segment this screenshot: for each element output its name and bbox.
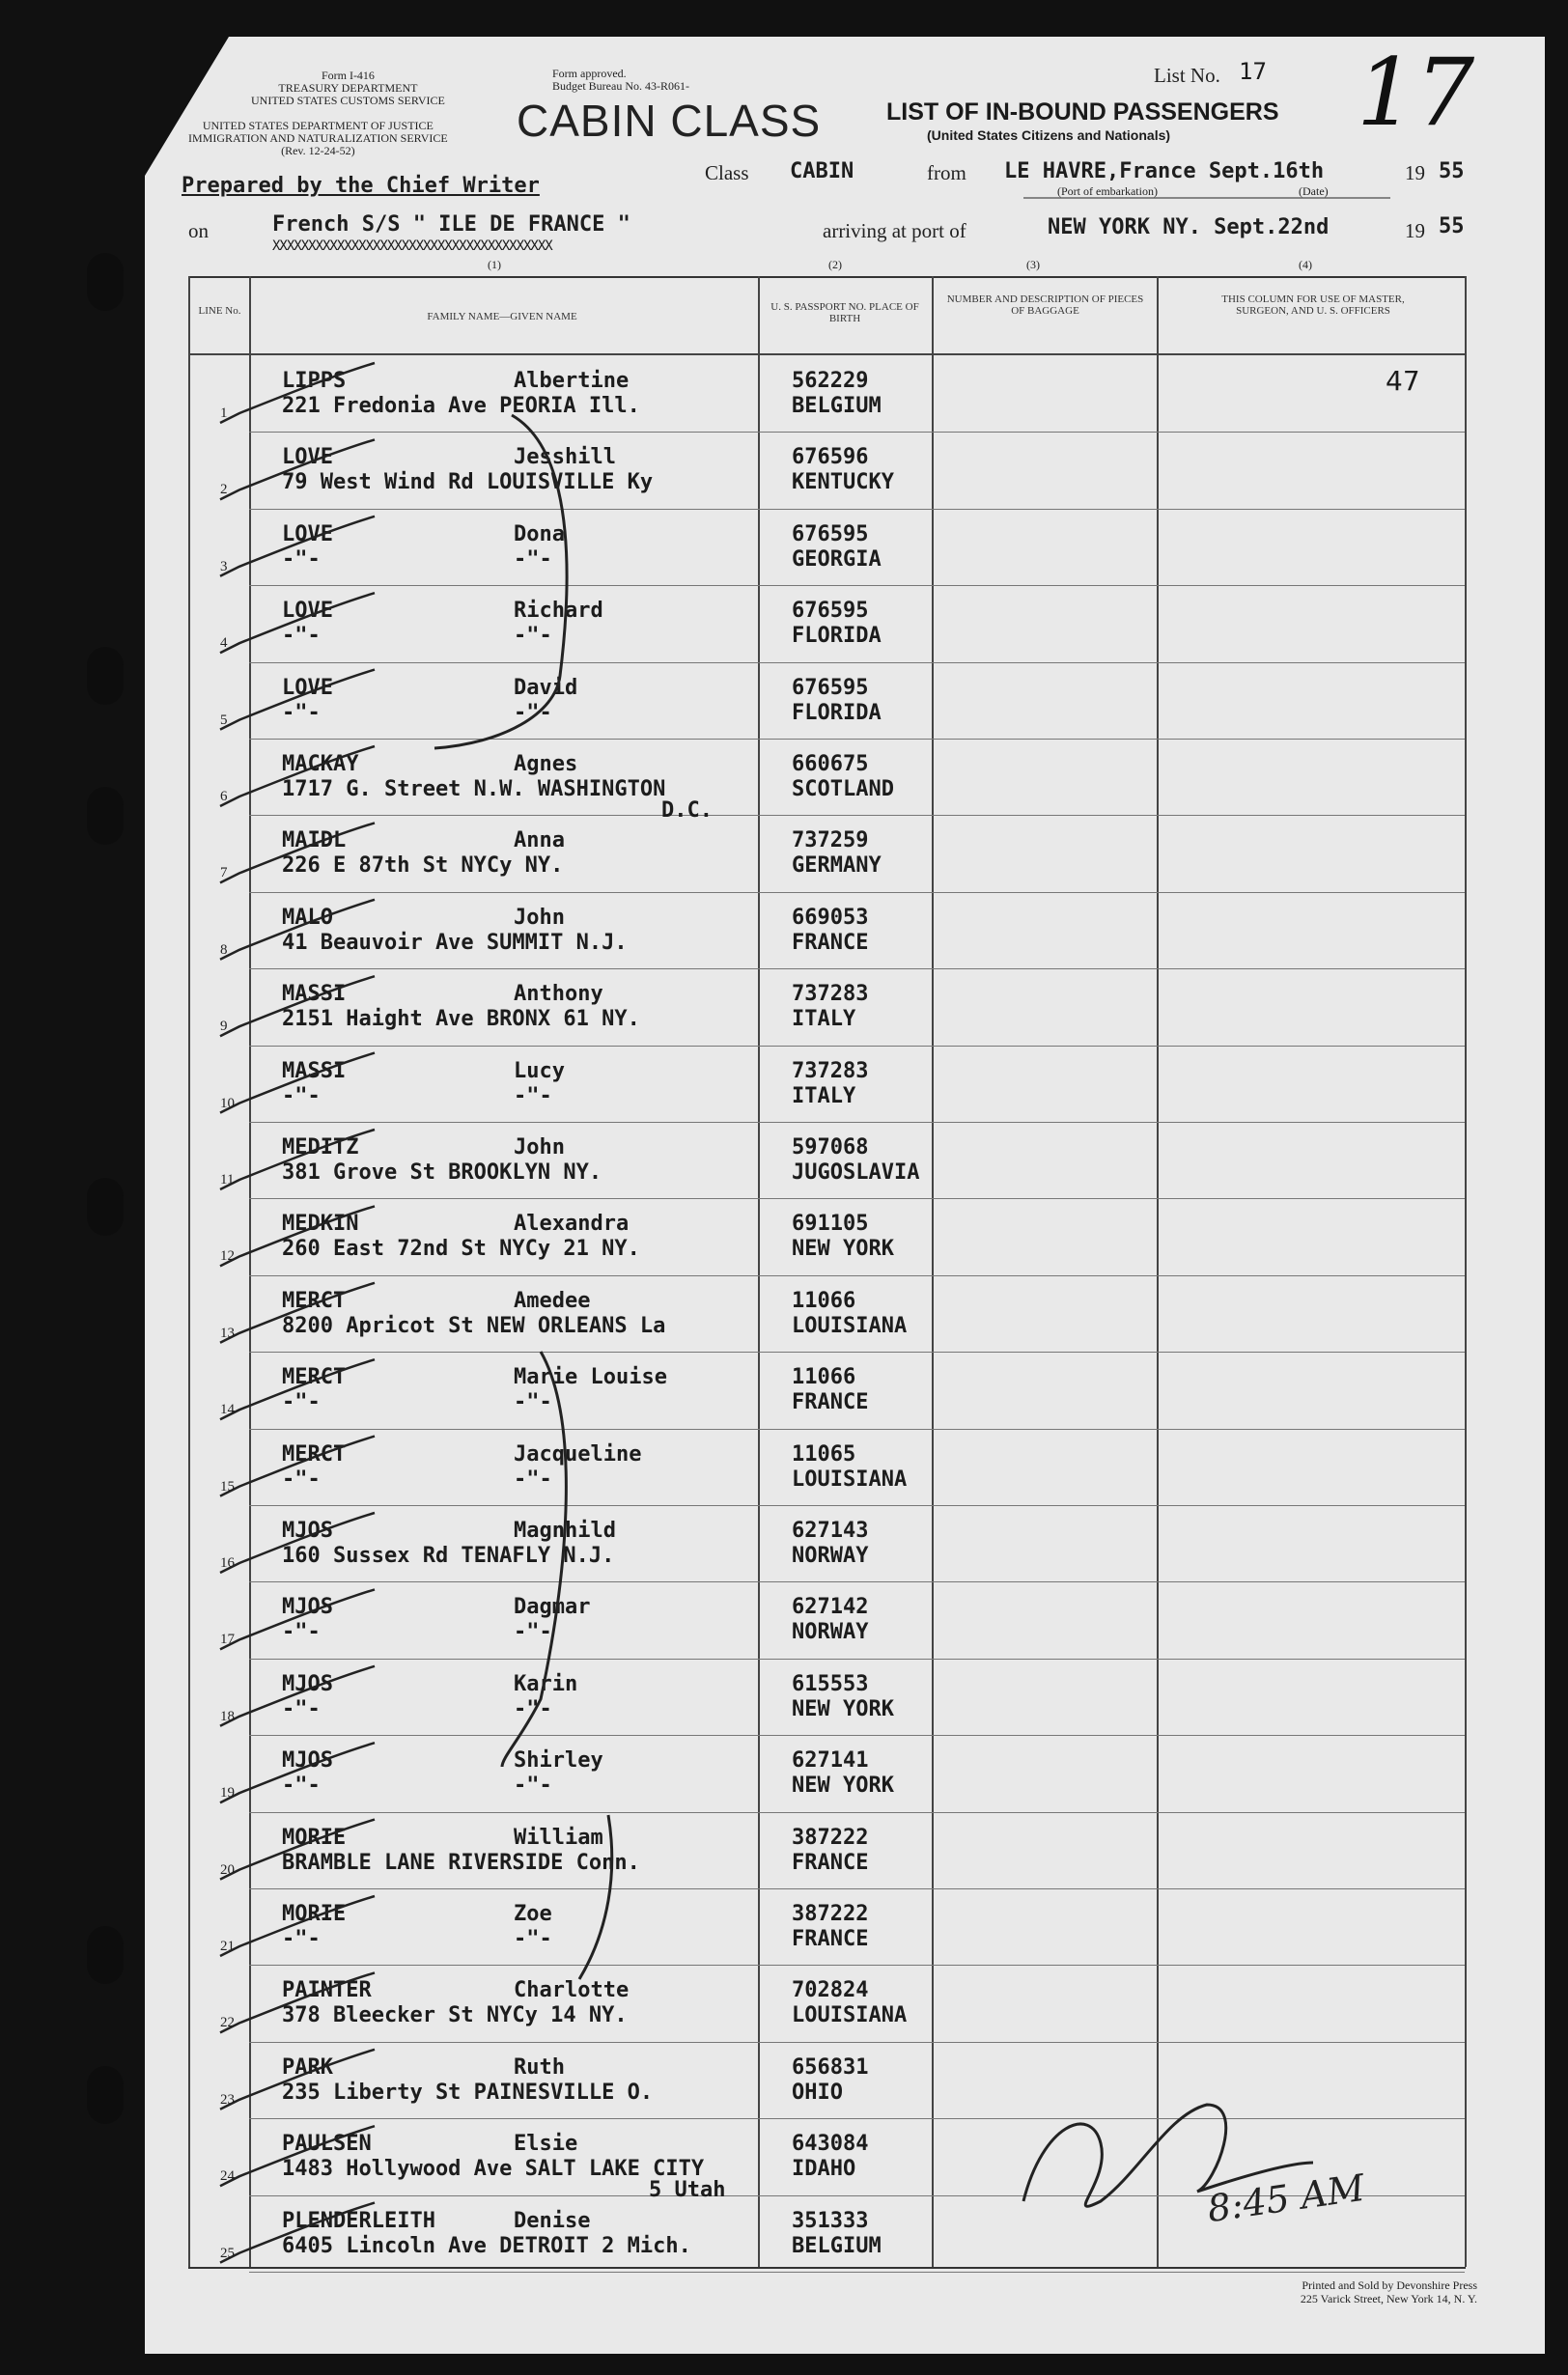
- col-num-1: (1): [488, 258, 501, 271]
- check-mark: [220, 1513, 375, 1573]
- address: -"-: [282, 624, 321, 648]
- check-mark: [220, 670, 375, 730]
- check-mark: [220, 1053, 375, 1113]
- arriving-label: arriving at port of: [823, 219, 966, 242]
- place-of-birth: FRANCE: [792, 931, 869, 955]
- given-name: Amedee: [514, 1289, 591, 1313]
- family-name: MORIE: [282, 1826, 347, 1850]
- passport-number: 669053: [792, 906, 869, 930]
- family-name: LOVE: [282, 445, 333, 469]
- address: 8200 Apricot St NEW ORLEANS La: [282, 1314, 666, 1338]
- given-name: Dagmar: [514, 1595, 591, 1619]
- passport-number: 737283: [792, 982, 869, 1006]
- given-ditto: -"-: [514, 624, 552, 648]
- family-name: LOVE: [282, 599, 333, 623]
- address: 260 East 72nd St NYCy 21 NY.: [282, 1237, 640, 1261]
- line-number: 5: [220, 712, 228, 728]
- check-mark: [220, 439, 375, 499]
- col-num-2: (2): [828, 258, 842, 271]
- given-name: Karin: [514, 1672, 578, 1696]
- passport-number: 656831: [792, 2055, 869, 2080]
- passport-number: 615553: [792, 1672, 869, 1696]
- address: -"-: [282, 1467, 321, 1492]
- check-mark: [220, 517, 375, 576]
- place-of-birth: NEW YORK: [792, 1697, 894, 1721]
- family-name: MALO: [282, 906, 333, 930]
- line-number: 24: [220, 2168, 235, 2184]
- given-name: Lucy: [514, 1059, 565, 1083]
- embark-note: (Port of embarkation): [1057, 184, 1158, 198]
- col-header-baggage: NUMBER AND DESCRIPTION OF PIECES OF BAGGAGE: [946, 293, 1144, 317]
- given-name: Denise: [514, 2209, 591, 2233]
- passport-number: 676596: [792, 445, 869, 469]
- check-mark: [220, 1206, 375, 1266]
- family-name: MAIDL: [282, 828, 347, 852]
- list-no-label: List No.: [1154, 64, 1220, 87]
- family-name: MASSI: [282, 1059, 347, 1083]
- given-ditto: -"-: [514, 1927, 552, 1951]
- given-name: Jesshill: [514, 445, 616, 469]
- passport-number: 676595: [792, 522, 869, 546]
- col-num-3: (3): [1026, 258, 1040, 271]
- given-ditto: -"-: [514, 1084, 552, 1108]
- passport-number: 627143: [792, 1519, 869, 1543]
- line-number: 11: [220, 1172, 235, 1188]
- check-mark: [220, 593, 375, 653]
- class-value: CABIN: [790, 159, 854, 183]
- family-name: LOVE: [282, 676, 333, 700]
- place-of-birth: FRANCE: [792, 1927, 869, 1951]
- given-name: Charlotte: [514, 1978, 630, 2002]
- address: -"-: [282, 1697, 321, 1721]
- given-name: Anthony: [514, 982, 603, 1006]
- passport-number: 11065: [792, 1442, 856, 1467]
- place-of-birth: NORWAY: [792, 1544, 869, 1568]
- line-number: 15: [220, 1479, 235, 1495]
- check-mark: [220, 1820, 375, 1880]
- class-label: Class: [705, 161, 749, 184]
- address: -"-: [282, 547, 321, 572]
- address: 226 E 87th St NYCy NY.: [282, 853, 564, 878]
- family-name: MJOS: [282, 1748, 333, 1773]
- family-name: PAULSEN: [282, 2132, 372, 2156]
- department-info: UNITED STATES DEPARTMENT OF JUSTICE IMMIGRATION AND NATURALIZATION SERVICE (Rev. 12-24-52): [188, 119, 448, 157]
- passport-number: 691105: [792, 1212, 869, 1236]
- place-of-birth: ITALY: [792, 1007, 856, 1031]
- line-number: 18: [220, 1709, 235, 1724]
- check-mark: [220, 2126, 375, 2186]
- address: -"-: [282, 1774, 321, 1798]
- col-header-officers: THIS COLUMN FOR USE OF MASTER, SURGEON, AND U. S. OFFICERS: [1221, 293, 1405, 317]
- given-ditto: -"-: [514, 1620, 552, 1644]
- place-of-birth: FRANCE: [792, 1851, 869, 1875]
- place-of-birth: IDAHO: [792, 2157, 856, 2181]
- from-value: LE HAVRE,France Sept.16th: [1004, 159, 1325, 183]
- place-of-birth: LOUISIANA: [792, 1467, 908, 1492]
- date-note: (Date): [1299, 184, 1329, 198]
- given-name: Anna: [514, 828, 565, 852]
- place-of-birth: OHIO: [792, 2081, 843, 2105]
- given-ditto: -"-: [514, 701, 552, 725]
- family-name: MERCT: [282, 1365, 347, 1389]
- line-number: 21: [220, 1939, 235, 1954]
- check-mark: [220, 746, 375, 806]
- list-no-handwritten: 17: [1357, 39, 1475, 147]
- address: -"-: [282, 1390, 321, 1414]
- col-header-passport: U. S. PASSPORT NO. PLACE OF BIRTH: [770, 301, 919, 324]
- address: 381 Grove St BROOKLYN NY.: [282, 1160, 602, 1185]
- passport-number: 11066: [792, 1289, 856, 1313]
- place-of-birth: BELGIUM: [792, 2234, 882, 2258]
- address: 2151 Haight Ave BRONX 61 NY.: [282, 1007, 640, 1031]
- family-name: MASSI: [282, 982, 347, 1006]
- passport-number: 627142: [792, 1595, 869, 1619]
- check-mark: [220, 976, 375, 1036]
- passport-number: 737283: [792, 1059, 869, 1083]
- check-mark: [220, 900, 375, 960]
- line-number: 3: [220, 559, 228, 574]
- line-number: 12: [220, 1248, 235, 1264]
- line-number: 13: [220, 1326, 235, 1341]
- family-name: PARK: [282, 2055, 333, 2080]
- address: -"-: [282, 1927, 321, 1951]
- given-name: Marie Louise: [514, 1365, 667, 1389]
- place-of-birth: LOUISIANA: [792, 1314, 908, 1338]
- given-ditto: -"-: [514, 547, 552, 572]
- arrival-year-value: 55: [1439, 214, 1465, 238]
- address: -"-: [282, 1084, 321, 1108]
- passport-number: 676595: [792, 676, 869, 700]
- line-number: 19: [220, 1785, 235, 1801]
- check-mark: [220, 1666, 375, 1726]
- passport-number: 387222: [792, 1902, 869, 1926]
- line-number: 9: [220, 1019, 228, 1034]
- line-number: 25: [220, 2246, 235, 2261]
- address: -"-: [282, 1620, 321, 1644]
- place-of-birth: FLORIDA: [792, 701, 882, 725]
- place-of-birth: GEORGIA: [792, 547, 882, 572]
- passport-number: 660675: [792, 752, 869, 776]
- place-of-birth: NEW YORK: [792, 1237, 894, 1261]
- address: 160 Sussex Rd TENAFLY N.J.: [282, 1544, 615, 1568]
- place-of-birth: JUGOSLAVIA: [792, 1160, 920, 1185]
- place-of-birth: LOUISIANA: [792, 2003, 908, 2027]
- family-name: MERCT: [282, 1442, 347, 1467]
- arrival-value: NEW YORK NY. Sept.22nd: [1048, 215, 1330, 239]
- family-name: PLENDERLEITH: [282, 2209, 435, 2233]
- address-extra: 5 Utah: [649, 2178, 726, 2202]
- family-name: MORIE: [282, 1902, 347, 1926]
- address: 1483 Hollywood Ave SALT LAKE CITY: [282, 2157, 705, 2181]
- line-number: 20: [220, 1862, 235, 1878]
- address: 221 Fredonia Ave PEORIA Ill.: [282, 394, 640, 418]
- passport-number: 11066: [792, 1365, 856, 1389]
- address: BRAMBLE LANE RIVERSIDE Conn.: [282, 1851, 640, 1875]
- family-name: MJOS: [282, 1595, 333, 1619]
- signature-time: 8:45 AM: [1204, 2165, 1368, 2231]
- given-name: Alexandra: [514, 1212, 630, 1236]
- line-number: 7: [220, 865, 228, 880]
- given-ditto: -"-: [514, 1697, 552, 1721]
- check-mark: [220, 1130, 375, 1189]
- family-name: MERCT: [282, 1289, 347, 1313]
- line-number: 17: [220, 1632, 235, 1647]
- given-name: Agnes: [514, 752, 578, 776]
- on-label: on: [188, 219, 209, 242]
- passport-number: 676595: [792, 599, 869, 623]
- family-name: MACKAY: [282, 752, 359, 776]
- bracket-mark: [434, 415, 567, 748]
- check-mark: [220, 1283, 375, 1343]
- line-number: 1: [220, 405, 228, 421]
- place-of-birth: BELGIUM: [792, 394, 882, 418]
- check-mark: [220, 1972, 375, 2032]
- col-num-4: (4): [1299, 258, 1312, 271]
- passport-number: 702824: [792, 1978, 869, 2002]
- check-mark: [220, 1743, 375, 1802]
- officer-note: 47: [1386, 365, 1420, 397]
- family-name: MJOS: [282, 1519, 333, 1543]
- budget-info: Form approved. Budget Bureau No. 43-R061-: [552, 67, 689, 93]
- address: 1717 G. Street N.W. WASHINGTON: [282, 777, 666, 801]
- prepared-by: Prepared by the Chief Writer: [182, 174, 540, 198]
- address: 378 Bleecker St NYCy 14 NY.: [282, 2003, 628, 2027]
- check-mark: [220, 1589, 375, 1649]
- check-mark: [220, 823, 375, 882]
- place-of-birth: SCOTLAND: [792, 777, 894, 801]
- place-of-birth: FRANCE: [792, 1390, 869, 1414]
- check-mark: [220, 363, 375, 423]
- given-ditto: -"-: [514, 1390, 552, 1414]
- check-mark: [220, 2050, 375, 2110]
- family-name: PAINTER: [282, 1978, 372, 2002]
- given-name: John: [514, 906, 565, 930]
- family-name: MEDITZ: [282, 1135, 359, 1160]
- list-no-value: 17: [1239, 58, 1267, 85]
- given-name: John: [514, 1135, 565, 1160]
- printer-credit: Printed and Sold by Devonshire Press 225 Varick Street, New York 14, N. Y.: [1300, 2278, 1477, 2305]
- passport-number: 387222: [792, 1826, 869, 1850]
- list-subtitle: (United States Citizens and Nationals): [927, 127, 1171, 143]
- given-name: Magnhild: [514, 1519, 616, 1543]
- place-of-birth: FLORIDA: [792, 624, 882, 648]
- from-label: from: [927, 161, 966, 184]
- line-number: 2: [220, 482, 228, 497]
- line-number: 16: [220, 1555, 235, 1571]
- line-number: 23: [220, 2092, 235, 2108]
- place-of-birth: NEW YORK: [792, 1774, 894, 1798]
- family-name: LOVE: [282, 522, 333, 546]
- address-extra: D.C.: [661, 798, 713, 823]
- line-number: 6: [220, 789, 228, 804]
- given-name: Ruth: [514, 2055, 565, 2080]
- arrival-year-prefix: 19: [1405, 219, 1425, 242]
- line-number: 14: [220, 1402, 235, 1417]
- list-title: LIST OF IN-BOUND PASSENGERS: [886, 98, 1279, 126]
- given-name: William: [514, 1826, 603, 1850]
- check-mark: [220, 1437, 375, 1496]
- given-name: Richard: [514, 599, 603, 623]
- place-of-birth: ITALY: [792, 1084, 856, 1108]
- address: 79 West Wind Rd LOUISVILLE Ky: [282, 470, 654, 494]
- check-mark: [220, 1359, 375, 1419]
- line-number: 22: [220, 2015, 235, 2030]
- year-value: 55: [1439, 159, 1465, 183]
- col-header-name: FAMILY NAME—GIVEN NAME: [427, 311, 577, 322]
- passport-number: 597068: [792, 1135, 869, 1160]
- given-name: Dona: [514, 522, 565, 546]
- place-of-birth: NORWAY: [792, 1620, 869, 1644]
- place-of-birth: KENTUCKY: [792, 470, 894, 494]
- given-ditto: -"-: [514, 1774, 552, 1798]
- page-title: CABIN CLASS: [517, 96, 822, 146]
- family-name: LIPPS: [282, 369, 347, 393]
- bracket-mark: [579, 1815, 612, 1979]
- line-number: 10: [220, 1096, 235, 1111]
- address: -"-: [282, 701, 321, 725]
- line-number: 4: [220, 635, 228, 651]
- col-header-line-no: LINE No.: [198, 305, 241, 317]
- address: 41 Beauvoir Ave SUMMIT N.J.: [282, 931, 628, 955]
- passport-number: 627141: [792, 1748, 869, 1773]
- given-name: Elsie: [514, 2132, 578, 2156]
- year-prefix: 19: [1405, 161, 1425, 184]
- form-info: Form I-416 TREASURY DEPARTMENT UNITED STATES CUSTOMS SERVICE: [251, 69, 445, 107]
- check-mark: [220, 1896, 375, 1956]
- passport-number: 351333: [792, 2209, 869, 2233]
- family-name: MEDKIN: [282, 1212, 359, 1236]
- passport-number: 562229: [792, 369, 869, 393]
- given-name: Shirley: [514, 1748, 603, 1773]
- given-ditto: -"-: [514, 1467, 552, 1492]
- passport-number: 643084: [792, 2132, 869, 2156]
- bracket-mark: [502, 1352, 566, 1767]
- ship-strike: XXXXXXXXXXXXXXXXXXXXXXXXXXXXXXXXXXXXXXX: [272, 238, 552, 254]
- family-name: MJOS: [282, 1672, 333, 1696]
- ship-value: French S/S " ILE DE FRANCE ": [272, 212, 630, 237]
- given-name: Jacqueline: [514, 1442, 642, 1467]
- given-name: Zoe: [514, 1902, 552, 1926]
- passport-number: 737259: [792, 828, 869, 852]
- place-of-birth: GERMANY: [792, 853, 882, 878]
- line-number: 8: [220, 942, 228, 958]
- address: 235 Liberty St PAINESVILLE O.: [282, 2081, 654, 2105]
- check-mark: [220, 2203, 375, 2263]
- address: 6405 Lincoln Ave DETROIT 2 Mich.: [282, 2234, 691, 2258]
- given-name: David: [514, 676, 578, 700]
- given-name: Albertine: [514, 369, 630, 393]
